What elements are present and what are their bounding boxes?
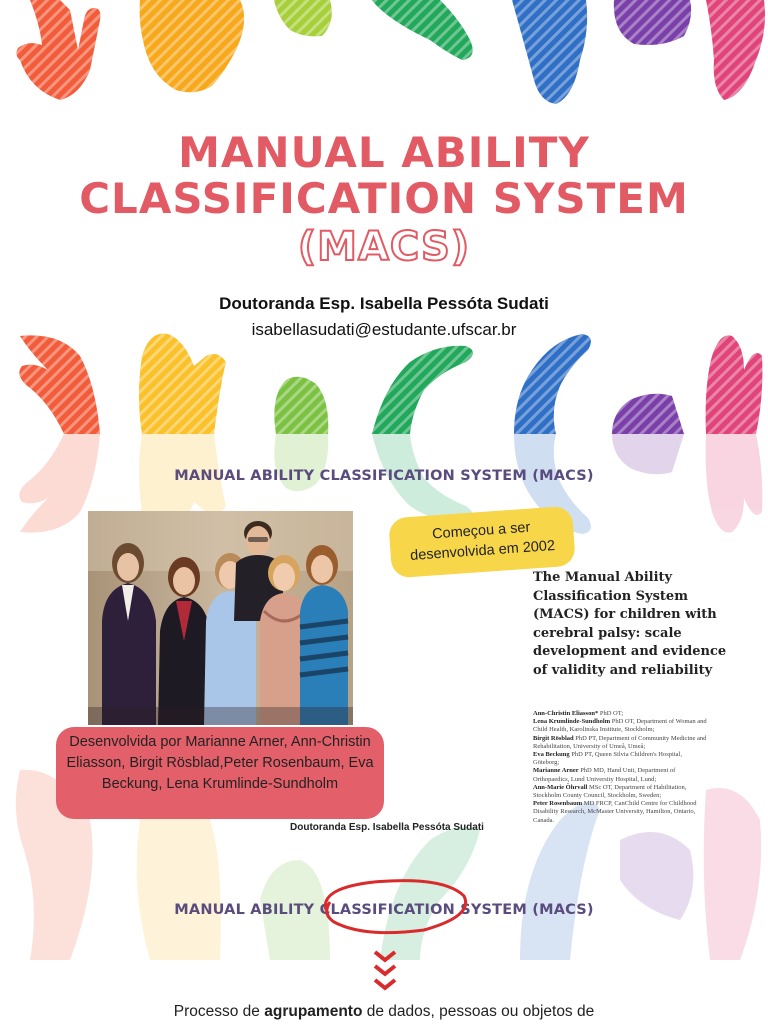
highlight-circle-icon	[314, 876, 472, 938]
hand-blue-icon	[514, 334, 591, 434]
paper-author-name: Eva Beckung	[533, 751, 572, 759]
section-title-2: MANUAL ABILITY CLASSIFICATION SYSTEM (MACS)	[174, 902, 594, 918]
paper-author-name: Lena Krumlinde-Sundholm	[533, 718, 612, 726]
developers-box: Desenvolvida por Marianne Arner, Ann-Christin Eliasson, Birgit Rösblad,Peter Rosenbaum, Eva Beckung, Lena Krumlinde-Sundholm	[56, 727, 384, 819]
paper-author-affiliation: PhD OT, Department of Woman and Child Health, Karolinska Institute, Stockholm;	[533, 718, 707, 734]
hand-pink-icon	[706, 335, 763, 434]
hand-orange-icon	[139, 333, 226, 434]
paper-author-line	[533, 718, 708, 734]
paper-author-line	[533, 800, 708, 825]
paper-author-line	[533, 710, 708, 718]
paper-author-affiliation: MD FRCP, CanChild Centre for Childhood Disability Research, McMaster University, Hamilton, Ontario, Canada.	[533, 800, 697, 824]
paper-author-line	[533, 751, 708, 767]
paper-author-name: Marianne Arner	[533, 767, 581, 775]
paper-author-name: Ann-Marie Öhrvall	[533, 783, 589, 791]
paper-title-part: The Manual Ability Classification System (	[533, 570, 688, 622]
top-hands-decoration	[0, 0, 768, 112]
paper-author-line	[533, 767, 708, 783]
title-line-1: MANUAL ABILITY	[178, 128, 590, 177]
author-name: Doutoranda Esp. Isabella Pessóta Sudati	[219, 294, 549, 313]
hand-orange-icon	[140, 0, 245, 92]
paper-title	[533, 569, 733, 680]
paper-author-name: Ann-Christin Eliasson*	[533, 710, 600, 717]
paper-author-name: Birgit Rösblad	[533, 734, 576, 742]
hand-purple-icon	[612, 394, 684, 434]
developers-group-photo	[88, 511, 353, 725]
definition-after: de dados, pessoas ou objetos de	[362, 1003, 595, 1020]
hand-blue-icon	[512, 0, 587, 104]
paper-author-line	[533, 784, 708, 800]
hand-green-icon	[372, 0, 473, 60]
paper-author-affiliation: PhD PT, Queen Silvia Children's Hospital, Göteborg;	[533, 751, 682, 767]
hand-purple-icon	[614, 0, 691, 45]
hand-lime-icon	[274, 377, 328, 434]
paper-author-line	[533, 735, 708, 751]
paper-title-part: ) for children with cerebral palsy: scale development and evidence of validity and reliability	[533, 607, 727, 678]
start-year-callout: Começou a ser desenvolvida em 2002	[388, 506, 576, 579]
hand-red-icon	[16, 0, 100, 100]
section-title: MANUAL ABILITY CLASSIFICATION SYSTEM (MACS)	[174, 468, 594, 484]
paper-author-affiliation: PhD OT;	[599, 710, 624, 717]
paper-title-part: MACS	[539, 607, 584, 622]
definition-before: Processo de	[173, 1003, 265, 1020]
paper-author-affiliation: PhD MD, Hand Unit, Department of Orthopaedics, Lund University Hospital, Lund;	[533, 767, 676, 783]
paper-author-name: Peter Rosenbaum	[533, 800, 584, 808]
definition-text	[0, 1003, 768, 1021]
photo-caption: Doutoranda Esp. Isabella Pessóta Sudati	[290, 822, 484, 833]
hand-yellow-green-icon	[274, 0, 332, 36]
definition-bold: agrupamento	[264, 1003, 363, 1020]
paper-author-affiliation: PhD PT, Department of Community Medicine and Rehabilitation, University of Umeå, Umeå;	[533, 734, 707, 750]
paper-authors	[533, 710, 708, 825]
paper-author-affiliation: MSc OT, Department of Habilitation, Stockholm County Council, Stockholm, Sweden;	[533, 783, 687, 800]
title-line-2: CLASSIFICATION SYSTEM	[79, 174, 689, 223]
chevrons-down-icon	[372, 948, 398, 994]
hand-pink-icon	[706, 0, 765, 100]
title-line-3: (MACS)	[297, 224, 471, 270]
author-email: isabellasudati@estudante.ufscar.br	[251, 320, 517, 339]
hand-green-icon	[372, 346, 473, 434]
middle-hands-decoration	[0, 326, 768, 536]
hand-red-icon	[19, 335, 100, 434]
